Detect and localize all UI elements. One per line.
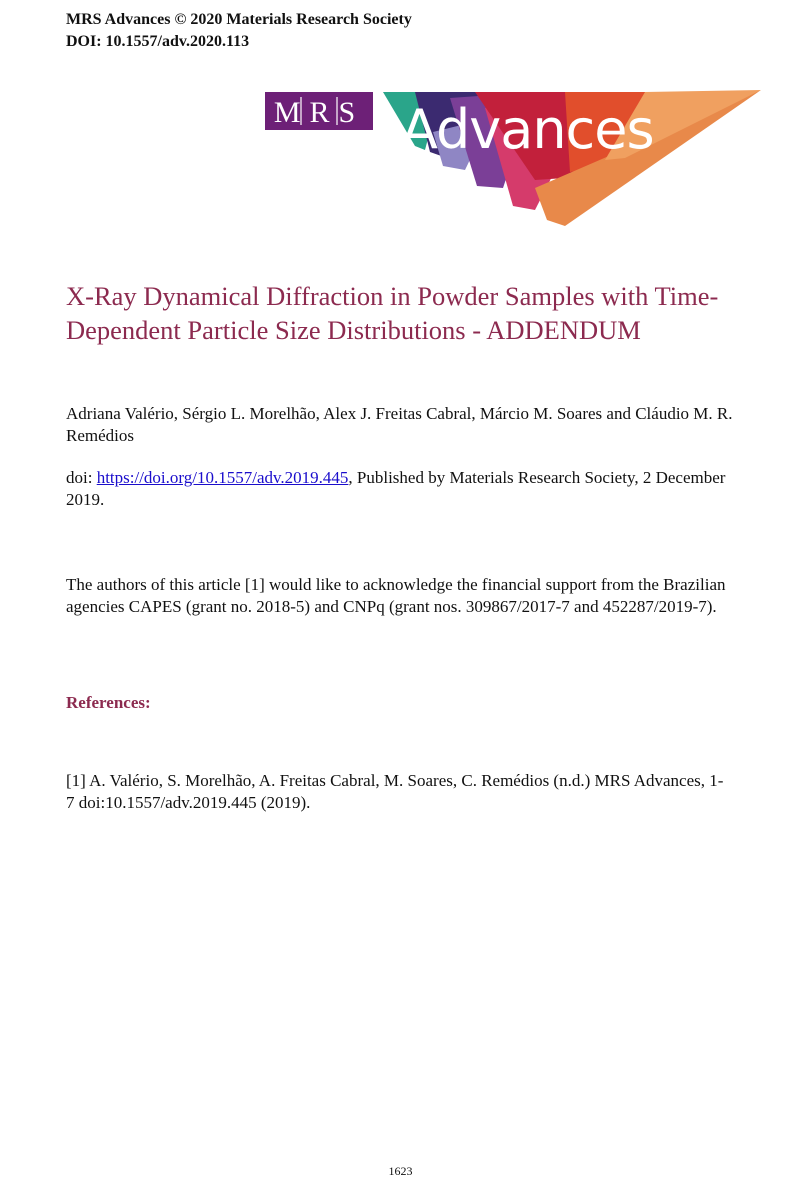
references-heading: References: [66, 693, 151, 712]
journal-copyright-line: MRS Advances © 2020 Materials Research Society [66, 11, 412, 28]
mrs-logo-text: MRS [273, 96, 365, 129]
advances-logo-text: Advances [401, 98, 654, 161]
reference-item: [1] A. Valério, S. Morelhão, A. Freitas Cabral, M. Soares, C. Remédios (n.d.) MRS Advances, 1-7 doi:10.1557/adv.2019.445 (2019). [66, 771, 724, 812]
publication-note: , Published by Materials Research Society, 2 December 2019. [66, 468, 726, 509]
acknowledgement-paragraph: The authors of this article [1] would like to acknowledge the financial support from the Brazilian agencies CAPES (grant no. 2018-5) and CNPq (grant nos. 309867/2017-7 and 452287/2019-7). [66, 575, 726, 616]
article-title: X-Ray Dynamical Diffraction in Powder Samples with Time-Dependent Particle Size Distributions - ADDENDUM [66, 281, 719, 345]
doi-prefix: doi: [66, 468, 97, 487]
mrs-advances-logo [265, 88, 761, 230]
page-number: 1623 [388, 1164, 413, 1178]
doi-publication-info [66, 467, 736, 511]
doi-link[interactable]: https://doi.org/10.1557/adv.2019.445 [96, 468, 349, 487]
article-doi-header: DOI: 10.1557/adv.2020.113 [66, 33, 250, 50]
author-list: Adriana Valério, Sérgio L. Morelhão, Alex J. Freitas Cabral, Márcio M. Soares and Cláudio M. R. Remédios [66, 404, 733, 445]
